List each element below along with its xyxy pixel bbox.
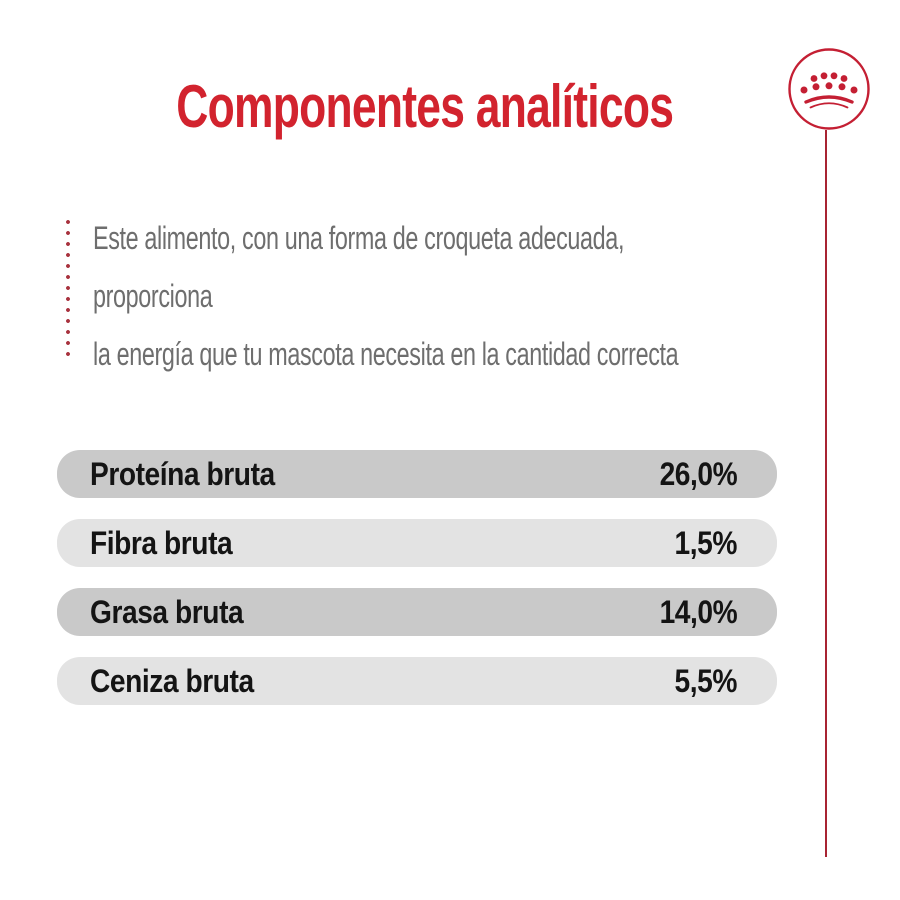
intro-line: la energía que tu mascota necesita en la cantidad correcta bbox=[93, 336, 679, 372]
royal-canin-crown-icon bbox=[787, 47, 871, 131]
row-value: 14,0% bbox=[659, 593, 737, 630]
row-label: Ceniza bruta bbox=[90, 662, 254, 699]
analytics-table bbox=[57, 450, 777, 726]
dotted-vertical-line-icon bbox=[66, 218, 70, 361]
row-label: Grasa bruta bbox=[90, 593, 244, 630]
intro-line: Este alimento, con una forma de croqueta adecuada, bbox=[93, 220, 625, 256]
row-value: 5,5% bbox=[674, 662, 737, 699]
table-row bbox=[57, 450, 777, 498]
page-title-text: Componentes analíticos bbox=[176, 73, 674, 140]
intro-text bbox=[93, 209, 895, 383]
table-row bbox=[57, 588, 777, 636]
row-label: Proteína bruta bbox=[90, 455, 275, 492]
intro-line: proporciona bbox=[93, 278, 213, 314]
table-row bbox=[57, 519, 777, 567]
brand-logo bbox=[787, 47, 871, 131]
page-title bbox=[0, 72, 850, 141]
row-label: Fibra bruta bbox=[90, 524, 233, 561]
row-value: 1,5% bbox=[674, 524, 737, 561]
row-value: 26,0% bbox=[659, 455, 737, 492]
table-row bbox=[57, 657, 777, 705]
